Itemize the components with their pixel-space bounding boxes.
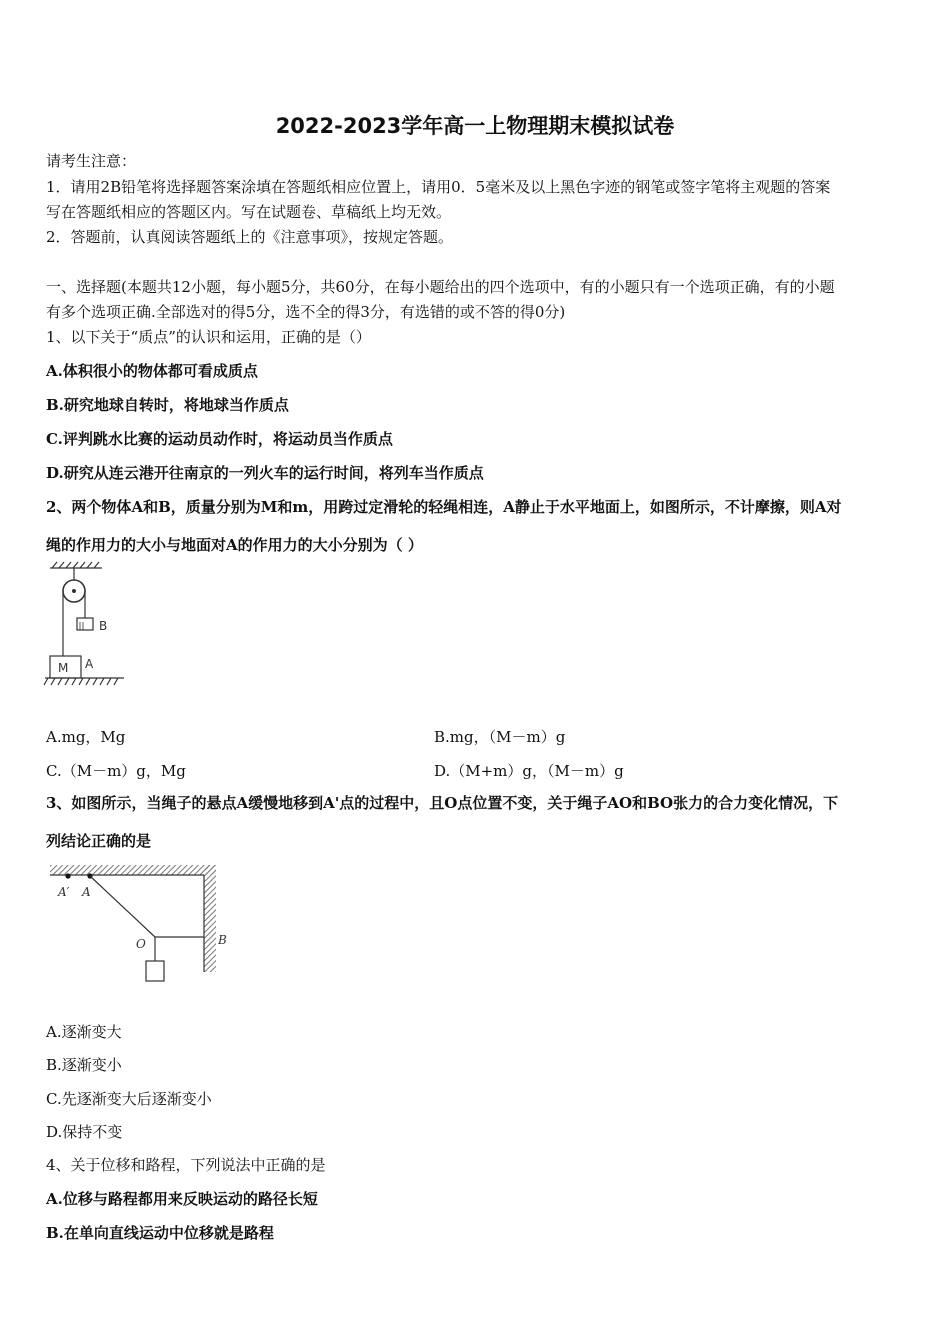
q1-option-b: B.研究地球自转时，将地球当作质点 — [46, 396, 289, 414]
label-b: B — [218, 933, 227, 947]
label-a: A — [82, 885, 91, 899]
label-m: M — [58, 661, 69, 675]
q4-option-b: B.在单向直线运动中位移就是路程 — [46, 1224, 274, 1242]
q2-option-a: A.mg，Mg — [46, 728, 126, 746]
page-title: 2022-2023学年高一上物理期末模拟试卷 — [275, 114, 675, 138]
q4-stem: 4、关于位移和路程，下列说法中正确的是 — [46, 1156, 326, 1174]
notice-line-2: 2．答题前，认真阅读答题纸上的《注意事项》，按规定答题。 — [46, 228, 454, 246]
q2-option-b: B.mg，（M－m）g — [434, 728, 566, 746]
q2-stem-line-2: 绳的作用力的大小与地面对A的作用力的大小分别为（ ） — [46, 536, 423, 554]
label-b: B — [99, 619, 108, 633]
ceiling-support — [50, 562, 102, 580]
q3-option-b: B.逐渐变小 — [46, 1056, 122, 1074]
wall — [204, 865, 216, 972]
rope-ao — [90, 876, 155, 937]
q1-stem: 1、以下关于“质点”的认识和运用，正确的是（） — [46, 328, 371, 346]
q2-option-c: C.（M－m）g，Mg — [46, 762, 186, 780]
q1-option-a: A.体积很小的物体都可看成质点 — [46, 362, 258, 380]
label-o: O — [136, 937, 146, 951]
q1-option-c: C.评判跳水比赛的运动员动作时，将运动员当作质点 — [46, 430, 393, 448]
q1-option-d: D.研究从连云港开往南京的一列火车的运行时间，将列车当作质点 — [46, 464, 484, 482]
q2-option-d: D.（M+m）g，（M－m）g — [434, 762, 624, 780]
pulley-diagram — [40, 560, 140, 695]
q3-stem-line-2: 列结论正确的是 — [46, 832, 152, 850]
q3-stem-line-1: 3、如图所示，当绳子的悬点A缓慢地移到A'点的过程中，且O点位置不变，关于绳子AO和BO张力的合力变化情况，下 — [46, 794, 839, 812]
ceiling — [50, 865, 216, 875]
block-b — [77, 618, 93, 630]
q3-option-a: A.逐渐变大 — [46, 1023, 122, 1041]
q3-option-c: C.先逐渐变大后逐渐变小 — [46, 1090, 212, 1108]
ground — [44, 678, 124, 685]
q2-stem-line-1: 2、两个物体A和B，质量分别为M和m，用跨过定滑轮的轻绳相连，A静止于水平地面上，如图所示，不计摩擦，则A对 — [46, 498, 842, 516]
section-intro-line-1: 一、选择题(本题共12小题，每小题5分，共60分，在每小题给出的四个选项中，有的小题只有一个选项正确，有的小题 — [46, 278, 835, 296]
notice-heading: 请考生注意： — [46, 152, 137, 170]
notice-line-1a: 1．请用2B铅笔将选择题答案涂填在答题纸相应位置上，请用0．5毫米及以上黑色字迹的钢笔或签字笔将主观题的答案 — [46, 178, 831, 196]
label-a-prime: A′ — [58, 885, 70, 899]
point-a-prime — [65, 873, 70, 878]
notice-line-1b: 写在答题纸相应的答题区内。写在试题卷、草稿纸上均无效。 — [46, 203, 452, 221]
q3-option-d: D.保持不变 — [46, 1123, 123, 1141]
hanging-weight — [146, 961, 164, 981]
q4-option-a: A.位移与路程都用来反映运动的路径长短 — [46, 1190, 318, 1208]
label-a: A — [85, 657, 94, 671]
section-intro-line-2: 有多个选项正确.全部选对的得5分，选不全的得3分，有选错的或不答的得0分) — [46, 303, 566, 321]
rope-wall-diagram — [48, 862, 228, 987]
